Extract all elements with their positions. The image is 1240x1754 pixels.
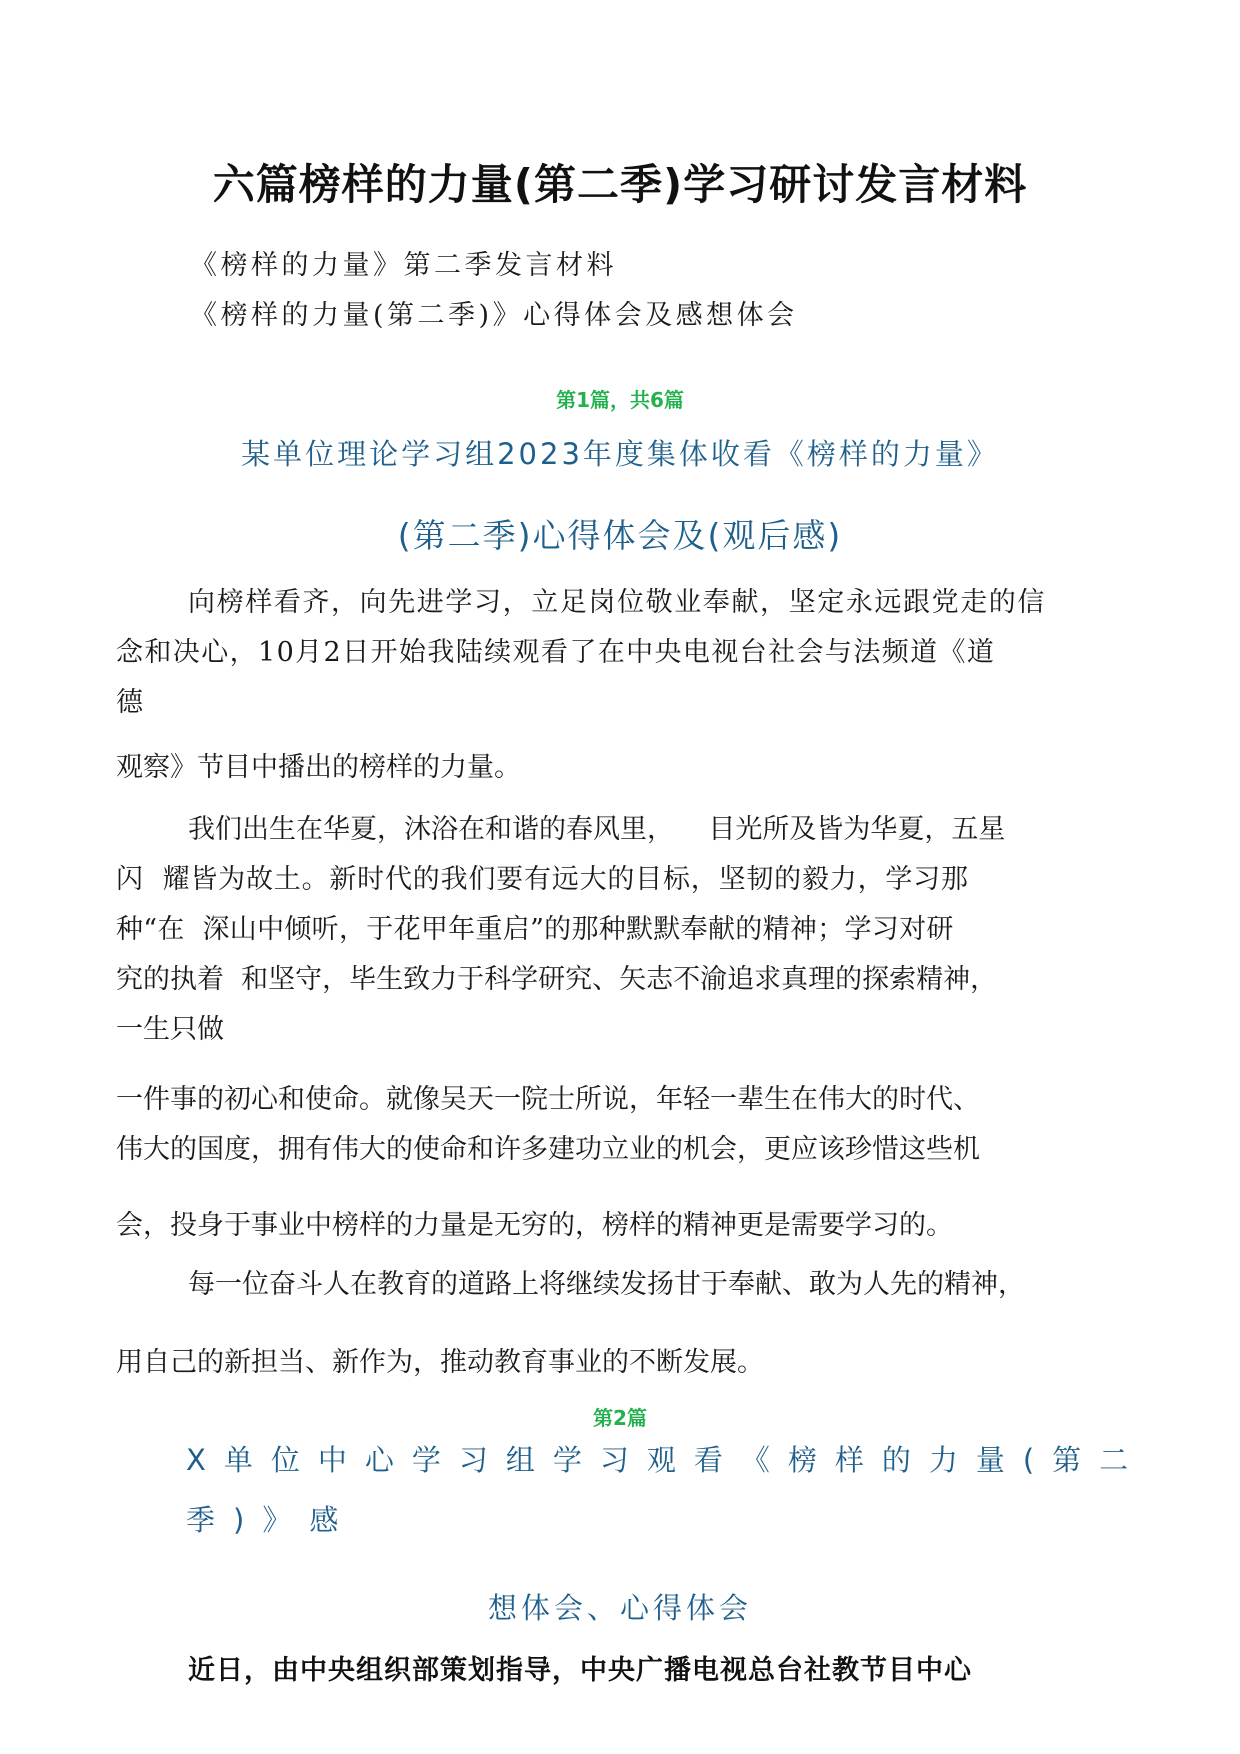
article-1-para-1-line-4: 观察》节目中播出的榜样的力量。 — [116, 752, 521, 783]
subtitle-1: 《榜样的力量》第二季发言材料 — [190, 250, 617, 281]
article-2-heading-line-3: 想体会、心得体会 — [487, 1591, 752, 1625]
article-1-para-2-line-2: 闪 耀皆为故土。新时代的我们要有远大的目标，坚韧的毅力，学习那 — [116, 864, 969, 895]
article-1-para-3-line-2: 用自己的新担当、新作为，推动教育事业的不断发展。 — [116, 1347, 764, 1378]
article-1-para-1-line-3: 德 — [116, 687, 143, 718]
article-2-label: 第2篇 — [593, 1406, 647, 1430]
article-1-para-2-line-7: 伟大的国度，拥有伟大的使命和许多建功立业的机会，更应该珍惜这些机 — [116, 1134, 980, 1165]
article-1-para-1-line-2: 念和决心，10月2日开始我陆续观看了在中央电视台社会与法频道《道 — [116, 637, 996, 668]
document-title: 六篇榜样的力量(第二季)学习研讨发言材料 — [212, 160, 1028, 209]
article-1-heading-line-1: 某单位理论学习组2023年度集体收看《榜样的力量》 — [241, 437, 999, 471]
article-1-para-1-line-1: 向榜样看齐，向先进学习，立足岗位敬业奉献，坚定永远跟党走的信 — [188, 587, 1046, 618]
article-1-para-2-line-5: 一生只做 — [116, 1014, 224, 1045]
article-1-heading-line-2: (第二季)心得体会及(观后感) — [397, 516, 843, 555]
article-1-para-2-line-1: 我们出生在华夏，沐浴在和谐的春风里， 目光所及皆为华夏，五星 — [188, 814, 1006, 845]
article-1-para-2-line-6: 一件事的初心和使命。就像吴天一院士所说，年轻一辈生在伟大的时代、 — [116, 1084, 980, 1115]
article-1-para-2-line-3: 种“在 深山中倾听，于花甲年重启”的那种默默奉献的精神；学习对研 — [116, 914, 954, 945]
article-2-heading-line-2: 季)》感 — [186, 1503, 357, 1537]
article-1-label: 第1篇，共6篇 — [556, 388, 684, 412]
article-2-heading-line-1: X单位中心学习组学习观看《榜样的力量(第二 — [186, 1443, 1147, 1477]
article-1-para-2-line-4: 究的执着 和坚守，毕生致力于科学研究、矢志不渝追求真理的探索精神， — [116, 964, 998, 995]
article-1-para-2-line-8: 会，投身于事业中榜样的力量是无穷的，榜样的精神更是需要学习的。 — [116, 1210, 953, 1241]
article-2-para-1-line-1: 近日，由中央组织部策划指导，中央广播电视总台社教节目中心 — [188, 1655, 972, 1686]
subtitle-2: 《榜样的力量(第二季)》心得体会及感想体会 — [190, 300, 798, 331]
article-1-para-3-line-1: 每一位奋斗人在教育的道路上将继续发扬甘于奉献、敢为人先的精神， — [188, 1269, 1025, 1300]
